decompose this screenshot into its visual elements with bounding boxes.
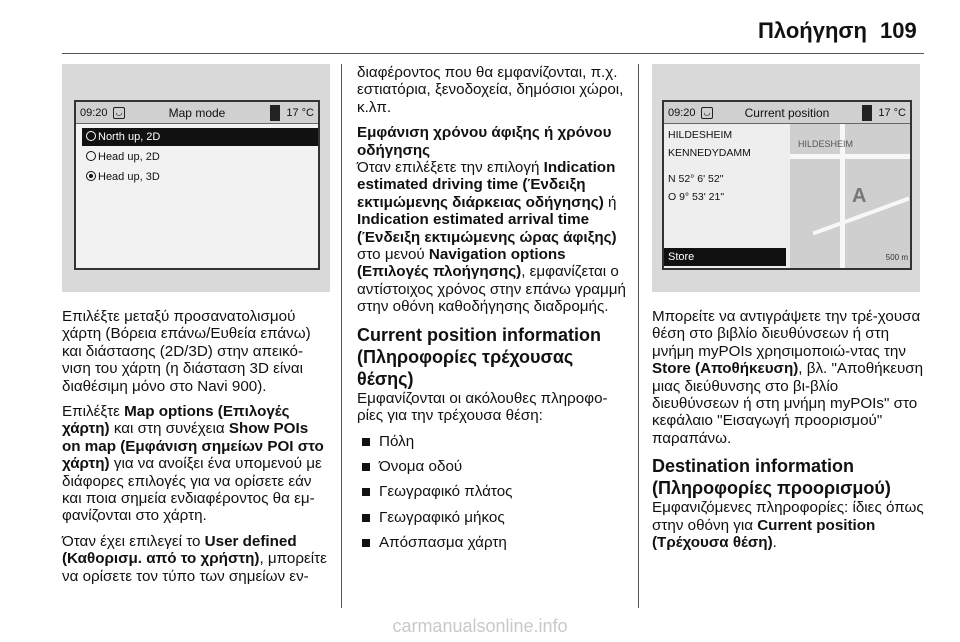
list-item: Γεωγραφικό πλάτος bbox=[357, 483, 627, 500]
option-head-up-3d[interactable]: Head up, 3D bbox=[82, 168, 318, 186]
column-divider bbox=[638, 64, 639, 608]
subheading: Εμφάνιση χρόνου άφιξης ή χρόνου οδήγησης bbox=[357, 124, 612, 159]
status-bar bbox=[664, 102, 910, 124]
phone-icon bbox=[862, 105, 872, 121]
list-item: Όνομα οδού bbox=[357, 458, 627, 475]
store-button[interactable]: Store bbox=[664, 248, 786, 266]
column-1 bbox=[62, 64, 330, 593]
map-excerpt bbox=[790, 124, 912, 270]
header-rule bbox=[62, 53, 924, 54]
column-3 bbox=[652, 64, 924, 559]
clock: 09:20 bbox=[80, 107, 108, 119]
section-title: Πλοήγηση bbox=[758, 18, 867, 43]
column-divider bbox=[341, 64, 342, 608]
column-2 bbox=[357, 64, 627, 560]
nav-icon: ◡ bbox=[701, 107, 713, 119]
paragraph: διαφέροντος που θα εμφανίζονται, π.χ. εστιατόρια, ξενοδοχεία, δημόσιοι χώροι, κ.λπ. bbox=[357, 64, 624, 116]
current-position-display bbox=[662, 100, 912, 270]
radio-checked-icon bbox=[86, 171, 96, 181]
city-value: HILDESHEIM bbox=[668, 129, 733, 141]
status-bar bbox=[76, 102, 318, 124]
map-mode-screenshot bbox=[62, 64, 330, 292]
section-heading: Destination information (Πληροφορίες προορισμού) bbox=[652, 456, 891, 499]
phone-icon bbox=[270, 105, 280, 121]
temperature: 17 °C bbox=[878, 107, 906, 119]
option-north-up-2d[interactable]: North up, 2D bbox=[82, 128, 318, 146]
bullet-list bbox=[357, 433, 627, 552]
page-header bbox=[0, 14, 960, 50]
paragraph: Όταν επιλέξετε την επιλογή Indication estimated driving time (Ένδειξη εκτιμώμενης διάρκειας οδήγησης) ή Indication estimated arrival time (Ένδειξη εκτιμώμενης ώρας άφιξης) στο μενού Navigation options (Επιλογές πλοήγησης), εμφανίζεται ο αντίστοιχος χρόνος στην επάνω γραμμή στην οθόνη καθοδήγησης διαδρομής. bbox=[357, 159, 626, 316]
map-road bbox=[790, 154, 912, 159]
paragraph: Επιλέξτε μεταξύ προσανατολισμού χάρτη (Βόρεια επάνω/Ευθεία επάνω) και διάστασης (2D/3D) στην απεικό-νιση του χάρτη (η διάσταση 3D είναι διαθέσιμη μόνο στο Navi 900). bbox=[62, 308, 311, 395]
paragraph: Μπορείτε να αντιγράψετε την τρέ-χουσα θέση στο βιβλίο διευθύνσεων ή στη μνήμη myPOIs χρησιμοποιώ-ντας την Store (Αποθήκευση), βλ. "Αποθήκευση μιας διεύθυνσης στο βι-βλίο διευθύνσεων ή στη μνήμη myPOIs" στο κεφάλαιο "Εισαγωγή προορισμού" παραπάνω. bbox=[652, 308, 924, 447]
current-position-screenshot bbox=[652, 64, 920, 292]
radio-icon bbox=[86, 151, 96, 161]
paragraph: Εμφανιζόμενες πληροφορίες: ίδιες όπως στην οθόνη για Current position (Τρέχουσα θέση). bbox=[652, 499, 924, 552]
list-item: Γεωγραφικό μήκος bbox=[357, 509, 627, 526]
map-scale: 500 m bbox=[885, 252, 908, 262]
latitude-value: N 52° 6' 52" bbox=[668, 173, 724, 185]
page-number: 109 bbox=[880, 18, 917, 43]
list-item: Απόσπασμα χάρτη bbox=[357, 534, 627, 551]
section-heading: Current position information (Πληροφορίες τρέχουσας θέσης) bbox=[357, 324, 601, 389]
screen-title: Current position bbox=[744, 106, 830, 120]
temperature: 17 °C bbox=[286, 107, 314, 119]
street-value: KENNEDYDAMM bbox=[668, 147, 751, 159]
nav-icon: ◡ bbox=[113, 107, 125, 119]
clock: 09:20 bbox=[668, 107, 696, 119]
watermark: carmanualsonline.info bbox=[392, 616, 568, 636]
radio-icon bbox=[86, 131, 96, 141]
map-mode-display bbox=[74, 100, 320, 270]
list-item: Πόλη bbox=[357, 433, 627, 450]
map-position-marker: A bbox=[852, 185, 867, 207]
screen-title: Map mode bbox=[168, 106, 226, 120]
map-city-label: HILDESHEIM bbox=[798, 139, 854, 149]
longitude-value: O 9° 53' 21" bbox=[668, 191, 725, 203]
paragraph: Εμφανίζονται οι ακόλουθες πληροφο-ρίες για την τρέχουσα θέση: bbox=[357, 389, 608, 425]
paragraph: Επιλέξτε Map options (Επιλογές χάρτη) και στη συνέχεια Show POIs on map (Εμφάνιση σημείων POI στο χάρτη) για να ανοίξει ένα υπομενού με διάφορες επιλογές για να ορίσετε εάν και ποια σημεία ενδιαφέροντος θα εμ-φανίζονται στο χάρτη. bbox=[62, 403, 324, 525]
option-head-up-2d[interactable]: Head up, 2D bbox=[82, 148, 318, 166]
paragraph: Όταν έχει επιλεγεί το User defined (Καθορισμ. από το χρήστη), μπορείτε να ορίσετε τον τύπο των σημείων εν- bbox=[62, 532, 327, 585]
